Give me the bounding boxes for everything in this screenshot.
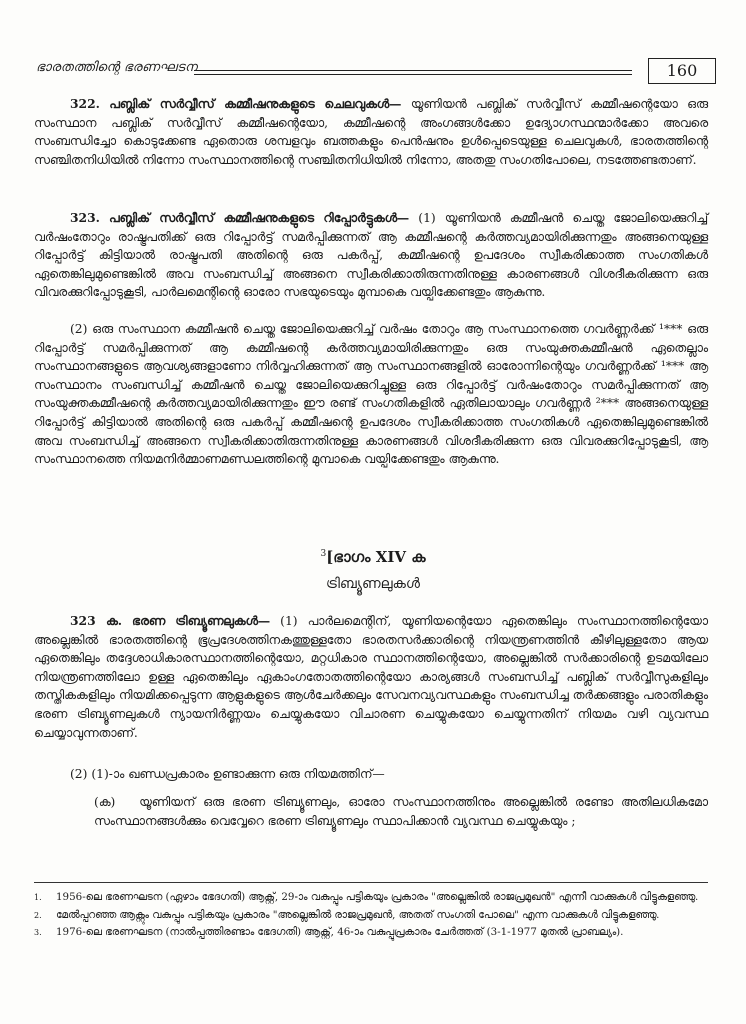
footnotes [34, 890, 708, 943]
article-323-clause-2 [34, 320, 708, 469]
article-heading: പബ്ലിക് സർവ്വീസ് കമ്മീഷനുകളുടെ ചെലവുകൾ— [109, 96, 402, 111]
article-323a-clause-1 [34, 612, 708, 742]
article-heading: ഭരണ ട്രിബ്യൂണലുകൾ— [132, 613, 271, 628]
header-rule [194, 70, 632, 71]
article-323a-clause-2 [34, 765, 708, 784]
article-323a-subclause-a [34, 793, 708, 830]
clause-text: പാർലമെന്റിന്, യൂണിയന്റെയോ ഏതെങ്കിലും സംസ്ഥാനത്തിന്റെയോ അല്ലെങ്കിൽ ഭാരതത്തിന്റെ ഭൂപ്രദേശത്തിനകത്തുള്ളതോ ഭാരതസർക്കാരിന്റെ നിയന്ത്രണത്തിൻ കീഴിലുള്ളതോ ആയ ഏതെങ്കിലും തദ്ദേശാധികാരസ്ഥാനത്തിന്റെയോ, മറ്റധികാര സ്ഥാനത്തിന്റെയോ, അല്ലെങ്കിൽ സർക്കാരിന്റെ ഉടമയിലോ നിയന്ത്രണത്തിലോ ഉള്ള ഏതെങ്കിലും ഏകാംഗതോതത്തിന്റെയോ കാര്യങ്ങൾ സംബന്ധിച്ച് പബ്ലിക് സർവ്വീസുകളിലും തസ്തികകളിലും നിയമിക്കപ്പെടുന്ന ആളുകളുടെ ആൾചേർക്കലും സേവനവ്യവസ്ഥകളും സംബന്ധിച്ച തർക്കങ്ങളും പരാതികളും ഭരണ ട്രിബ്യൂണലുകൾ ന്യായനിർണ്ണയം ചെയ്യുകയോ വിചാരണ ചെയ്യുകയോ ചെയ്യുന്നതിന് നിയമം വഴി വ്യവസ്ഥ ചെയ്യാവുന്നതാണ്. [34, 614, 708, 740]
article-323 [34, 209, 708, 302]
footnote-text: മേൽപ്പറഞ്ഞ ആക്റ്റും വകുപ്പും പട്ടികയും പ്രകാരം "അല്ലെങ്കിൽ രാജപ്രമുഖൻ, അതത് സംഗതി പോലെ" എന്ന വാക്കുകൾ വിട്ടുകളഞ്ഞു. [56, 908, 660, 921]
clause-text: യൂണിയൻ കമ്മീഷൻ ചെയ്ത ജോലിയെക്കുറിച്ച് വർഷംതോറും രാഷ്ട്രപതിക്ക് ഒരു റിപ്പോർട്ട് സമർപ്പിക്കുന്നത് ആ കമ്മീഷന്റെ കർത്തവ്യമായിരിക്കുന്നതും അങ്ങനെയുള്ള റിപ്പോർട്ട് കിട്ടിയാൽ രാഷ്ട്രപതി അതിന്റെ ഒരു പകർപ്പ്, കമ്മീഷന്റെ ഉപദേശം സ്വീകരിക്കാത്ത സംഗതികൾ ഏതെങ്കിലുമുണ്ടെങ്കിൽ അവ സംബന്ധിച്ച് അങ്ങനെ സ്വീകരിക്കാതിരുന്നതിനുള്ള കാരണങ്ങൾ വിശദീകരിക്കുന്ന ഒരു വിവരക്കുറിപ്പോടുകൂടി, പാർലമെന്റിന്റെ ഓരോ സഭയുടെയും മുമ്പാകെ വയ്പിക്കേണ്ടതും ആകുന്നു. [34, 211, 708, 300]
clause-mark: (1) [280, 614, 298, 628]
article-322 [34, 95, 708, 169]
part-footnote-mark: 3 [320, 549, 327, 559]
part-subtitle: ട്രിബ്യൂണലുകൾ [326, 576, 420, 592]
subclause-mark: (ക) [94, 795, 116, 809]
article-323-clause-2-block [34, 320, 708, 469]
clause-text: ഒരു സംസ്ഥാന കമ്മീഷൻ ചെയ്ത ജോലിയെക്കുറിച്ച് വർഷം തോറും ആ സംസ്ഥാനത്തെ ഗവർണ്ണർക്ക് ¹*** ഒരു റിപ്പോർട്ട് സമർപ്പിക്കുന്നത് ആ കമ്മീഷന്റെ കർത്തവ്യമായിരിക്കുന്നതും ഒരു സംയുക്തകമ്മീഷൻ ഏതെല്ലാം സംസ്ഥാനങ്ങളുടെ ആവശ്യങ്ങളാണോ നിർവ്വഹിക്കുന്നത് ആ സംസ്ഥാനങ്ങളിൽ ഓരോന്നിന്റെയും ഗവർണ്ണർക്ക് ¹*** ആ സംസ്ഥാനം സംബന്ധിച്ച് കമ്മീഷൻ ചെയ്ത ജോലിയെക്കുറിച്ചുള്ള ഒരു റിപ്പോർട്ട് വർഷംതോറും സമർപ്പിക്കുന്നത് ആ സംയുക്തകമ്മീഷന്റെ കർത്തവ്യമായിരിക്കുന്നതും ഈ രണ്ട് സംഗതികളിൽ ഏതിലായാലും ഗവർണ്ണർ ²*** അങ്ങനെയുള്ള റിപ്പോർട്ട് കിട്ടിയാൽ അതിന്റെ ഒരു പകർപ്പ് കമ്മീഷന്റെ ഉപദേശം സ്വീകരിക്കാത്ത സംഗതികൾ ഏതെങ്കിലുമുണ്ടെങ്കിൽ അവ സംബന്ധിച്ച് അങ്ങനെ സ്വീകരിക്കാതിരുന്നതിനുള്ള കാരണങ്ങൾ വിശദീകരിക്കുന്ന ഒരു വിവരക്കുറിപ്പോടുകൂടി, ആ സംസ്ഥാനത്തെ നിയമനിർമ്മാണമണ്ഡലത്തിന്റെ മുമ്പാകെ വയ്പിക്കേണ്ടതും ആകുന്നു. [34, 322, 708, 467]
footnote [34, 908, 708, 924]
footnote-text: 1976-ലെ ഭരണഘടന (നാൽപ്പത്തിരണ്ടാം ഭേദഗതി) ആക്റ്റ്, 46-ാം വകുപ്പുപ്രകാരം ചേർത്തത് (3-1-1977 മുതൽ പ്രാബല്യം). [56, 926, 624, 938]
running-title: ഭാരതത്തിന്റെ ഭരണഘടന [36, 60, 198, 75]
subclause-a-paragraph [94, 793, 708, 830]
clause-mark: (1) [418, 211, 436, 225]
article-323-clause-1 [34, 209, 708, 302]
footnote-mark: 3. [34, 928, 42, 937]
header-rule-thin [194, 74, 632, 75]
article-heading: പബ്ലിക് സർവ്വീസ് കമ്മീഷനുകളുടെ റിപ്പോർട്ടുകൾ— [109, 210, 410, 225]
clause-2-text: (2) (1)-ാം ഖണ്ഡപ്രകാരം ഉണ്ടാക്കുന്ന ഒരു നിയമത്തിന്— [70, 767, 385, 781]
subclause-text: യൂണിയന് ഒരു ഭരണ ട്രിബ്യൂണലും, ഓരോ സംസ്ഥാനത്തിനും അല്ലെങ്കിൽ രണ്ടോ അതിലധികമോ സംസ്ഥാനങ്ങൾക്കും വെവ്വേറെ ഭരണ ട്രിബ്യൂണലും സ്ഥാപിക്കാൻ വ്യവസ്ഥ ചെയ്യുകയും ; [94, 795, 709, 828]
page-number: 160 [648, 58, 716, 84]
footnote [34, 925, 708, 941]
article-number: 323. [70, 210, 100, 225]
part-title-text: [ഭാഗം XIV ക [326, 548, 426, 566]
running-header [36, 58, 716, 86]
article-323a [34, 612, 708, 742]
article-322-paragraph [34, 95, 708, 169]
footnote-text: 1956-ലെ ഭരണഘടന (ഏഴാം ഭേദഗതി) ആക്റ്റ്, 29-ാം വകുപ്പും പട്ടികയും പ്രകാരം "അല്ലെങ്കിൽ രാജപ്രമുഖൻ" എന്നീ വാക്കുകൾ വിട്ടുകളഞ്ഞു. [56, 891, 699, 903]
footnote-mark: 1. [34, 893, 42, 902]
article-text: യൂണിയൻ പബ്ലിക് സർവ്വീസ് കമ്മീഷന്റെയോ ഒരു സംസ്ഥാന പബ്ലിക് സർവ്വീസ് കമ്മീഷന്റെയോ, കമ്മീഷന്റെ അംഗങ്ങൾക്കോ ഉദ്യോഗസ്ഥന്മാർക്കോ അവരെ സംബന്ധിച്ചോ കൊടുക്കേണ്ട ഏതൊരു ശമ്പളവും ബത്തകളും പെൻഷനും ഉൾപ്പെടെയുള്ള ചെലവുകൾ, ഭാരതത്തിന്റെ സഞ്ചിതനിധിയിൽ നിന്നോ സംസ്ഥാനത്തിന്റെ സഞ്ചിതനിധിയിൽ നിന്നോ, അതതു സംഗതിപോലെ, നടത്തേണ്ടതാണ്. [34, 97, 708, 167]
clause-mark: (2) [70, 322, 88, 336]
footnote-mark: 2. [34, 910, 42, 920]
part-title [0, 548, 746, 566]
footnote-rule [34, 882, 708, 883]
article-number: 322. [70, 96, 100, 111]
footnote [34, 890, 708, 906]
article-number: 323 ക. [70, 613, 123, 628]
